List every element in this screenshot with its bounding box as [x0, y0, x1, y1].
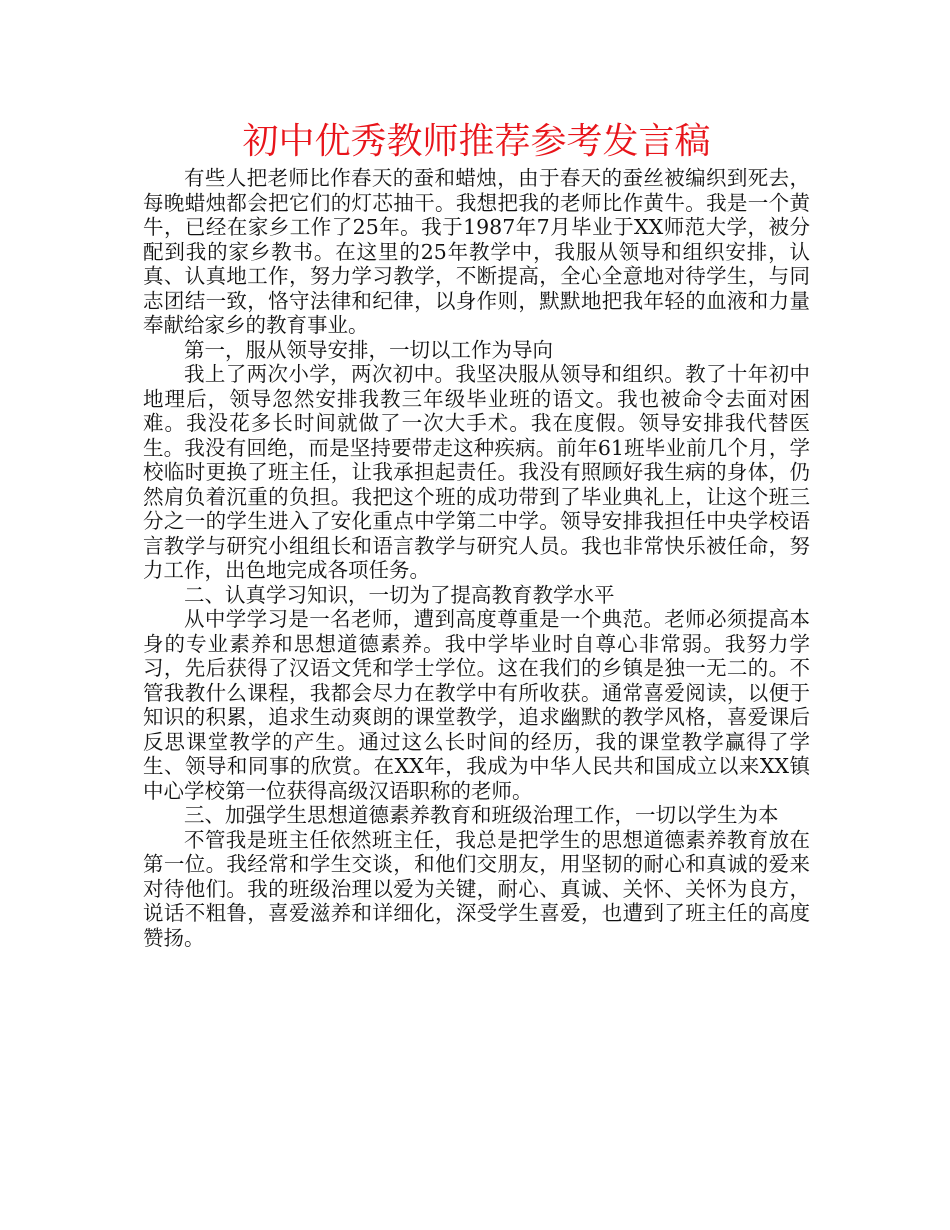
document-content	[143, 118, 810, 950]
section-heading-1: 第一，服从领导安排，一切以工作为导向	[184, 337, 553, 362]
paragraph-section-3: 不管我是班主任依然班主任，我总是把学生的思想道德素养教育放在第一位。我经常和学生交谈，和他们交朋友，用坚韧的耐心和真诚的爱来对待他们。我的班级治理以爱为关键，耐心、真诚、关怀、关怀为良方，说话不粗鲁，喜爱滋养和详细化，深受学生喜爱，也遭到了班主任的高度赞扬。	[143, 827, 810, 950]
paragraph-intro: 有些人把老师比作春天的蚕和蜡烛，由于春天的蚕丝被编织到死去，每晚蜡烛都会把它们的灯芯抽干。我想把我的老师比作黄牛。我是一个黄牛，已经在家乡工作了25年。我于1987年7月毕业于XX师范大学，被分配到我的家乡教书。在这里的25年教学中，我服从领导和组织安排，认真、认真地工作，努力学习教学，不断提高，全心全意地对待学生，与同志团结一致，恪守法律和纪律，以身作则，默默地把我年轻的血液和力量奉献给家乡的教育事业。	[143, 166, 810, 337]
paragraph-section-1: 我上了两次小学，两次初中。我坚决服从领导和组织。教了十年初中地理后，领导忽然安排我教三年级毕业班的语文。我也被命令去面对困难。我没花多长时间就做了一次大手术。我在度假。领导安排我代替医生。我没有回绝，而是坚持要带走这种疾病。前年61班毕业前几个月，学校临时更换了班主任，让我承担起责任。我没有照顾好我生病的身体，仍然肩负着沉重的负担。我把这个班的成功带到了毕业典礼上，让这个班三分之一的学生进入了安化重点中学第二中学。领导安排我担任中央学校语言教学与研究小组组长和语言教学与研究人员。我也非常快乐被任命，努力工作，出色地完成各项任务。	[143, 362, 810, 582]
document-body	[143, 166, 810, 950]
section-heading-2: 二、认真学习知识，一切为了提高教育教学水平	[184, 582, 615, 607]
section-heading-3: 三、加强学生思想道德素养教育和班级治理工作，一切以学生为本	[184, 803, 779, 827]
paragraph-section-2: 从中学学习是一名老师，遭到高度尊重是一个典范。老师必须提高本身的专业素养和思想道德素养。我中学毕业时自尊心非常弱。我努力学习，先后获得了汉语文凭和学士学位。这在我们的乡镇是独一无二的。不管我教什么课程，我都会尽力在教学中有所收获。通常喜爱阅读，以便于知识的积累，追求生动爽朗的课堂教学，追求幽默的教学风格，喜爱课后反思课堂教学的产生。通过这么长时间的经历，我的课堂教学赢得了学生、领导和同事的欣赏。在XX年，我成为中华人民共和国成立以来XX镇中心学校第一位获得高级汉语职称的老师。	[143, 607, 810, 803]
document-title: 初中优秀教师推荐参考发言稿	[242, 121, 711, 162]
